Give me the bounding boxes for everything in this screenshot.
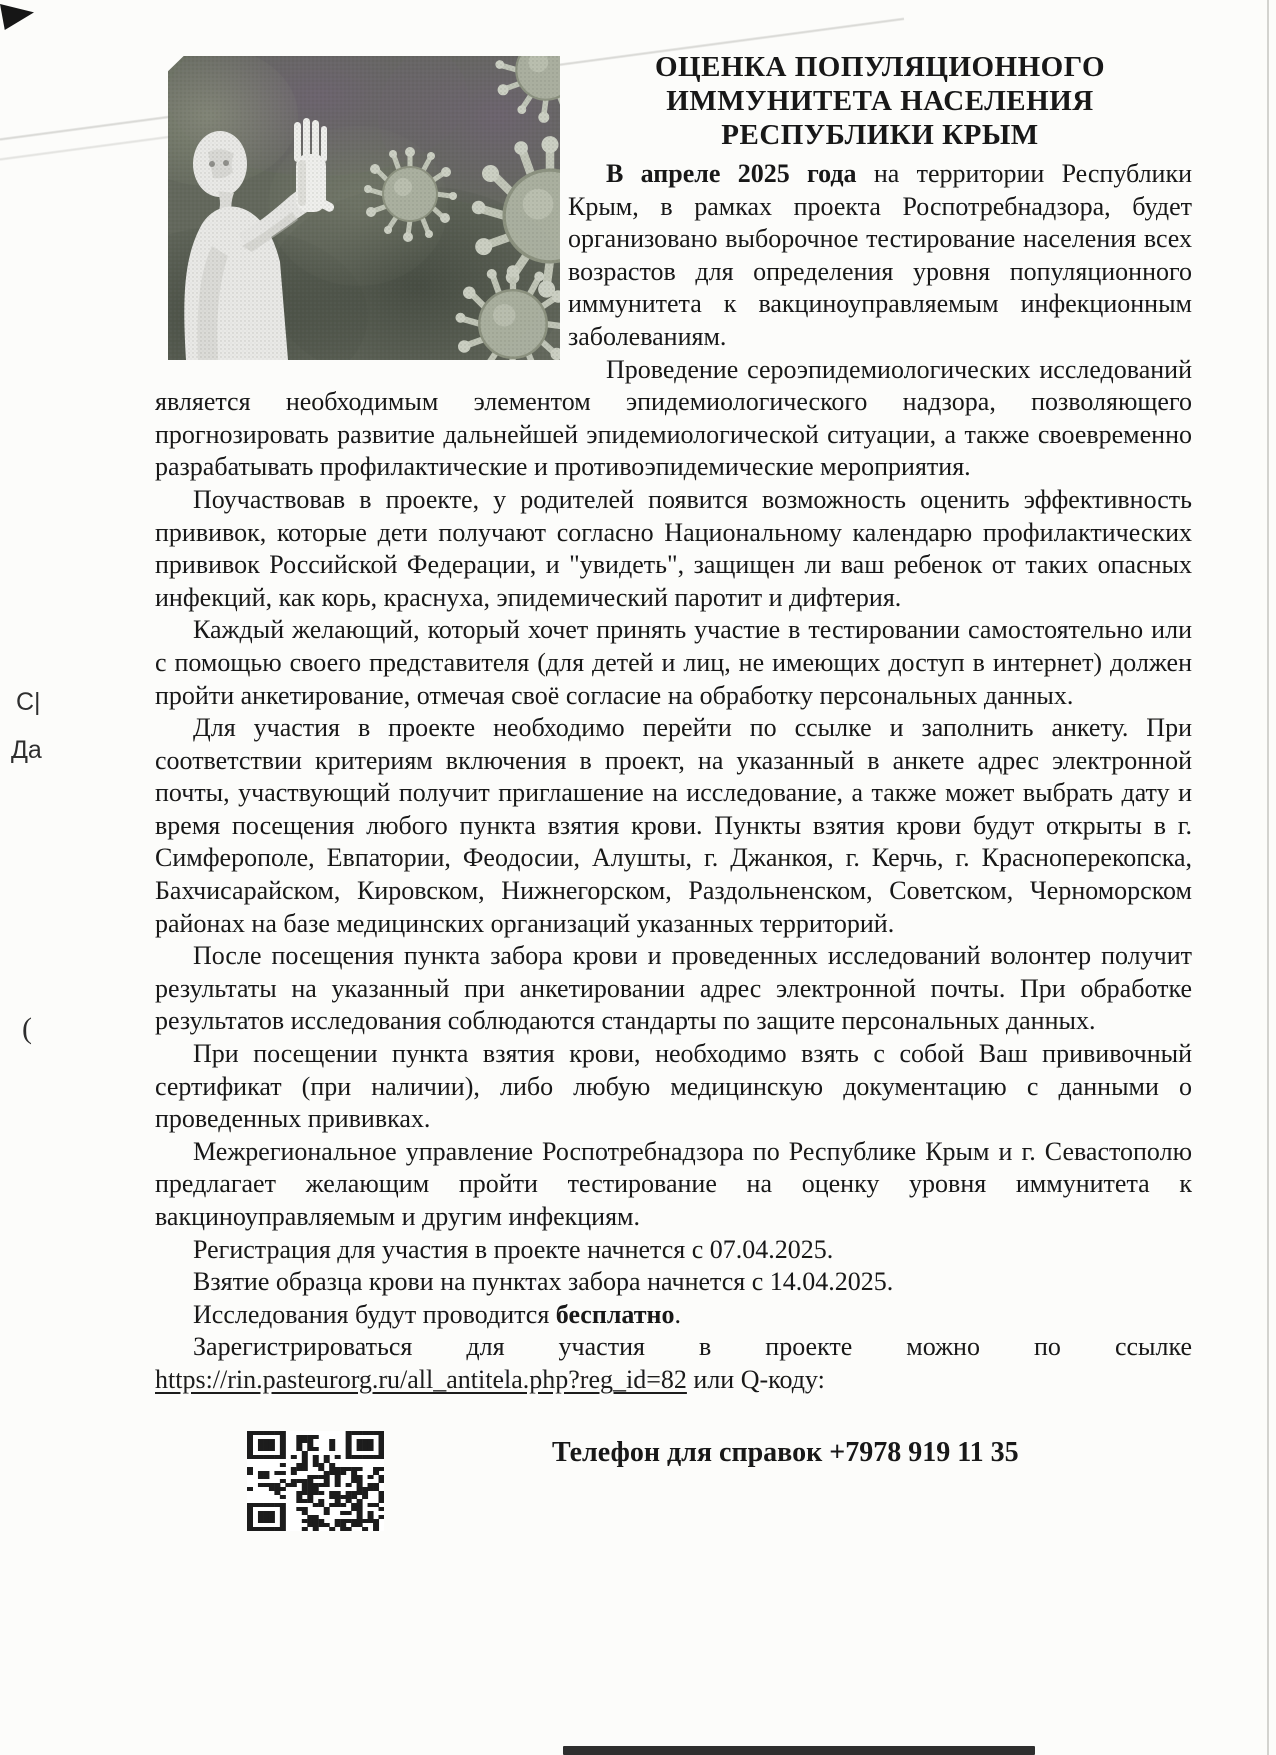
body-paragraph: Для участия в проекте необходимо перейти по ссылке и заполнить анкету. При соответствии критериям включения в проект, на указанный в анкете адрес электронной почты, участвующий получит приглашение на исследование, а также может выбрать дату и время посещения любого пункта взятия крови. Пункты взятия крови будут открыты в г. Симферополе, Евпатории, Феодосии, Алушты, г. Джанкоя, г. Керчь, г. Красноперекопска, Бахчисарайском, Кировском, Нижнегорском, Раздольненском, Советском, Черноморском районах на базе медицинских организаций указанных территорий. bbox=[155, 713, 1192, 938]
registration-link-line bbox=[155, 1331, 1192, 1396]
free-line-suffix: . bbox=[674, 1299, 681, 1329]
body-paragraph: После посещения пункта забора крови и проведенных исследований волонтер получит результаты на указанный при анкетировании адрес электронной почты. При обработке результатов исследования соблюдаются стандарты по защите персональных данных. bbox=[155, 941, 1192, 1036]
registration-url-link: https://rin.pasteurorg.ru/all_antitela.php?reg_id=82 bbox=[155, 1364, 687, 1394]
blood-sampling-date-line: Взятие образца крови на пунктах забора начнется с 14.04.2025. bbox=[193, 1267, 894, 1297]
intro-lead-rest: на территории Республики Крым, в рамках проекта Роспотребнадзора, будет организовано выборочное тестирование населения всех возрастов для определения уровня популяционного иммунитета к вакциноуправляемым инфекционным заболеваниям. bbox=[568, 159, 1192, 351]
scan-bottom-artifact bbox=[563, 1746, 1035, 1755]
document-footer bbox=[155, 1431, 1192, 1531]
scanner-edge-shadow bbox=[1267, 0, 1269, 1755]
illustration-canvas bbox=[168, 56, 560, 360]
document-body bbox=[155, 44, 1192, 1531]
registration-date-line: Регистрация для участия в проекте начнется с 07.04.2025. bbox=[193, 1234, 834, 1264]
person-stopping-viruses-photo bbox=[168, 56, 560, 360]
body-paragraph: Межрегиональное управление Роспотребнадзора по Республике Крым и г. Севастополю предлагает желающим пройти тестирование на оценку уровня иммунитета к вакциноуправляемым и другим инфекциям. bbox=[155, 1136, 1192, 1231]
free-of-charge-line bbox=[155, 1299, 1192, 1332]
body-paragraph: Поучаствовав в проекте, у родителей появится возможность оценить эффективность прививок, которые дети получают согласно Национальному календарю профилактических прививок Российской Федерации, и "увидеть", защищен ли ваш ребенок от таких опасных инфекций, как корь, краснуха, эпидемический паротит и дифтерия. bbox=[155, 484, 1192, 612]
body-paragraph: Проведение сероэпидемиологических исследований является необходимым элементом эпидемиологического надзора, позволяющего прогнозировать развитие дальнейшей эпидемиологической ситуации, а также своевременно разрабатывать профилактические и противоэпидемические мероприятия. bbox=[155, 354, 1192, 482]
margin-text-fragment: ( bbox=[22, 1012, 32, 1045]
free-line-bold: бесплатно bbox=[555, 1299, 675, 1329]
intro-lead-bold: В апреле 2025 года bbox=[606, 159, 857, 188]
qr-code bbox=[247, 1431, 384, 1531]
title-line: РЕСПУБЛИКИ КРЫМ bbox=[721, 119, 1039, 151]
title-line: ОЦЕНКА ПОПУЛЯЦИОННОГО bbox=[654, 51, 1106, 83]
margin-text-fragment: С| bbox=[16, 688, 41, 716]
free-line-prefix: Исследования будут проводится bbox=[193, 1299, 556, 1329]
title-line: ИММУНИТЕТА НАСЕЛЕНИЯ bbox=[666, 85, 1094, 117]
register-line-prefix: Зарегистрироваться для участия в проекте можно по ссылке bbox=[193, 1332, 1192, 1362]
corner-fold-mark bbox=[0, 4, 34, 30]
body-paragraph: Каждый желающий, который хочет принять участие в тестировании самостоятельно или с помощью своего представителя (для детей и лиц, не имеющих доступ в интернет) должен пройти анкетирование, отмечая своё согласие на обработку персональных данных. bbox=[155, 615, 1192, 710]
margin-text-fragment: Да bbox=[11, 736, 42, 764]
body-paragraph: При посещении пункта взятия крови, необходимо взять с собой Ваш прививочный сертификат (при наличии), либо любую медицинскую документацию с данными о проведенных прививках. bbox=[155, 1039, 1192, 1134]
qr-code-canvas bbox=[247, 1431, 384, 1531]
register-line-suffix: или Q-коду: bbox=[686, 1364, 825, 1394]
phone-contact-line: Телефон для справок +7978 919 11 35 bbox=[552, 1436, 1019, 1468]
